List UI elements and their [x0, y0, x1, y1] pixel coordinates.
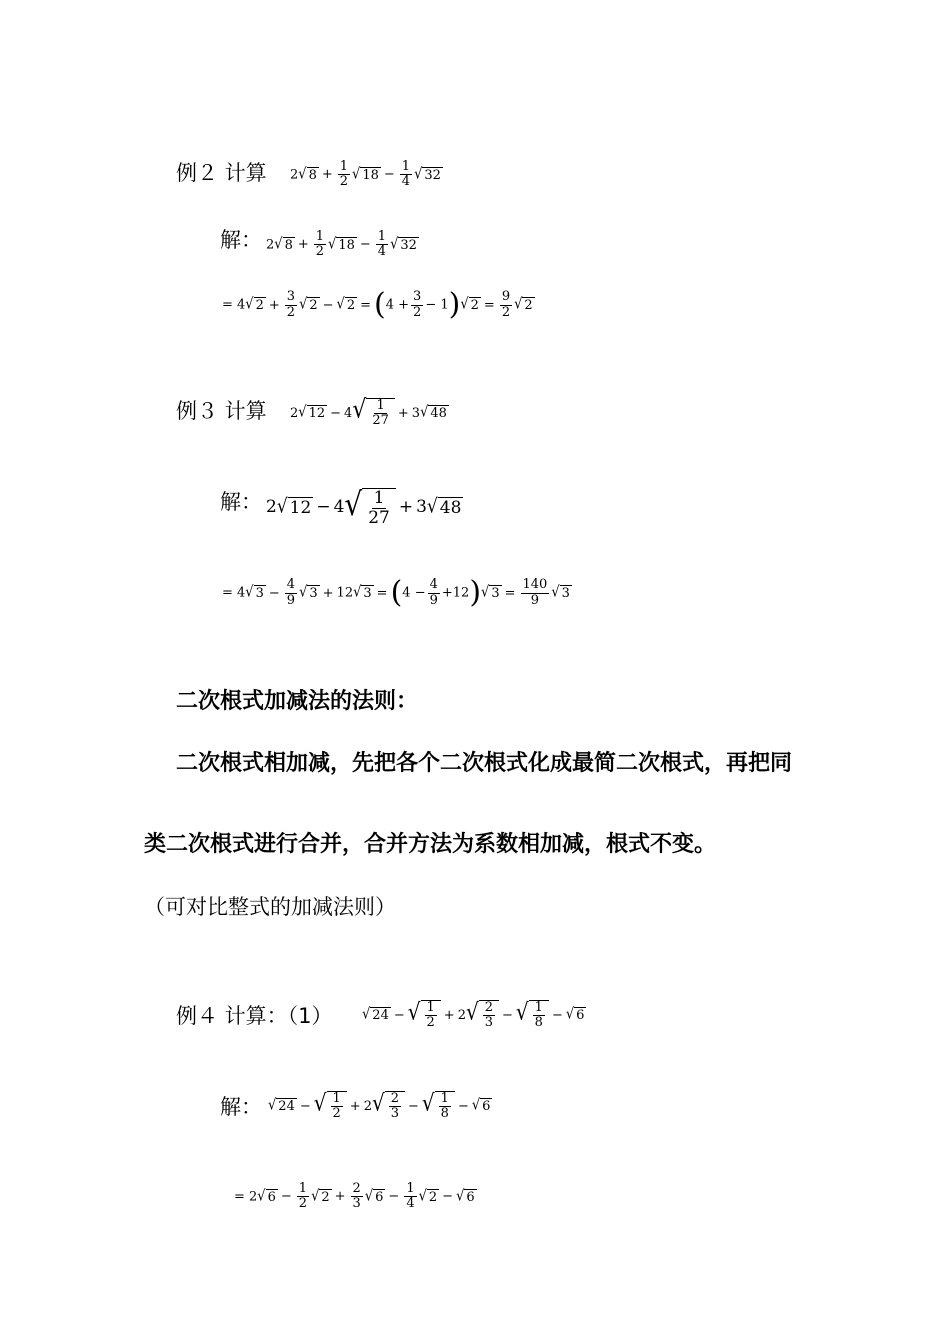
example-3-solution-step: = 4 √ 3 − $\frac{4}{9}$ √ 3 + 12 √ 3 = (4 − $\frac{4}{9}$ +12) √ 3 = $\frac{140}{9}$ √ 3: [222, 575, 570, 610]
example-2-label: 例２ 计算: [176, 161, 267, 185]
rule-body-line-1: 二次根式相加减，先把各个二次根式化成最简二次根式，再把同: [176, 751, 793, 776]
example-3-solution-label: 解：: [220, 490, 262, 514]
rule-title: 二次根式加减法的法则：: [176, 689, 419, 714]
example-2-solution-step: = 4 √ 2 + $\frac{3}{2}$ √ 2 − √ 2 = (4 + $\frac{3}{2}$ − 1) √ 2 = $\frac{9}{2}$ √ 2: [222, 287, 533, 322]
example-3-expression: 2 √ 12 − 4 √ $\frac{1}{27}$ + 3 √ 48: [290, 395, 447, 429]
example-4-solution-label: 解：: [220, 1095, 262, 1119]
example-4-solution-step: = 2 √ 6 − $\frac{1}{2}$ √ 2 + $\frac{2}{3}$ √ 6 − $\frac{1}{4}$ √ 2 − √ 6: [234, 1181, 475, 1212]
example-3-label: 例３ 计算: [176, 399, 267, 423]
rule-note: （可对比整式的加减法则）: [144, 895, 396, 919]
example-4-label: 例４ 计算：（1）: [176, 1004, 333, 1028]
example-2-solution-label: 解：: [220, 228, 262, 252]
example-2-solution-expression: 2 √ 8 + $\frac{1}{2}$ √ 18 − $\frac{1}{4}$ √ 32: [266, 229, 417, 260]
example-4-expression: √ 24 − √ $\frac{1}{2}$ + 2 √ $\frac{2}{3}$ − √ $\frac{1}{8}$ − √ 6: [362, 997, 585, 1031]
example-3-solution-expression: 2 √ 12 − 4 √ $\frac{1}{27}$ + 3 √ 48: [266, 485, 462, 528]
rule-body-line-2: 类二次根式进行合并，合并方法为系数相加减，根式不变。: [144, 832, 717, 857]
example-4-solution-expression: √ 24 − √ $\frac{1}{2}$ + 2 √ $\frac{2}{3}$ − √ $\frac{1}{8}$ − √ 6: [268, 1088, 491, 1122]
example-2-expression: 2 √ 8 + $\frac{1}{2}$ √ 18 − $\frac{1}{4}$ √ 32: [290, 159, 441, 190]
